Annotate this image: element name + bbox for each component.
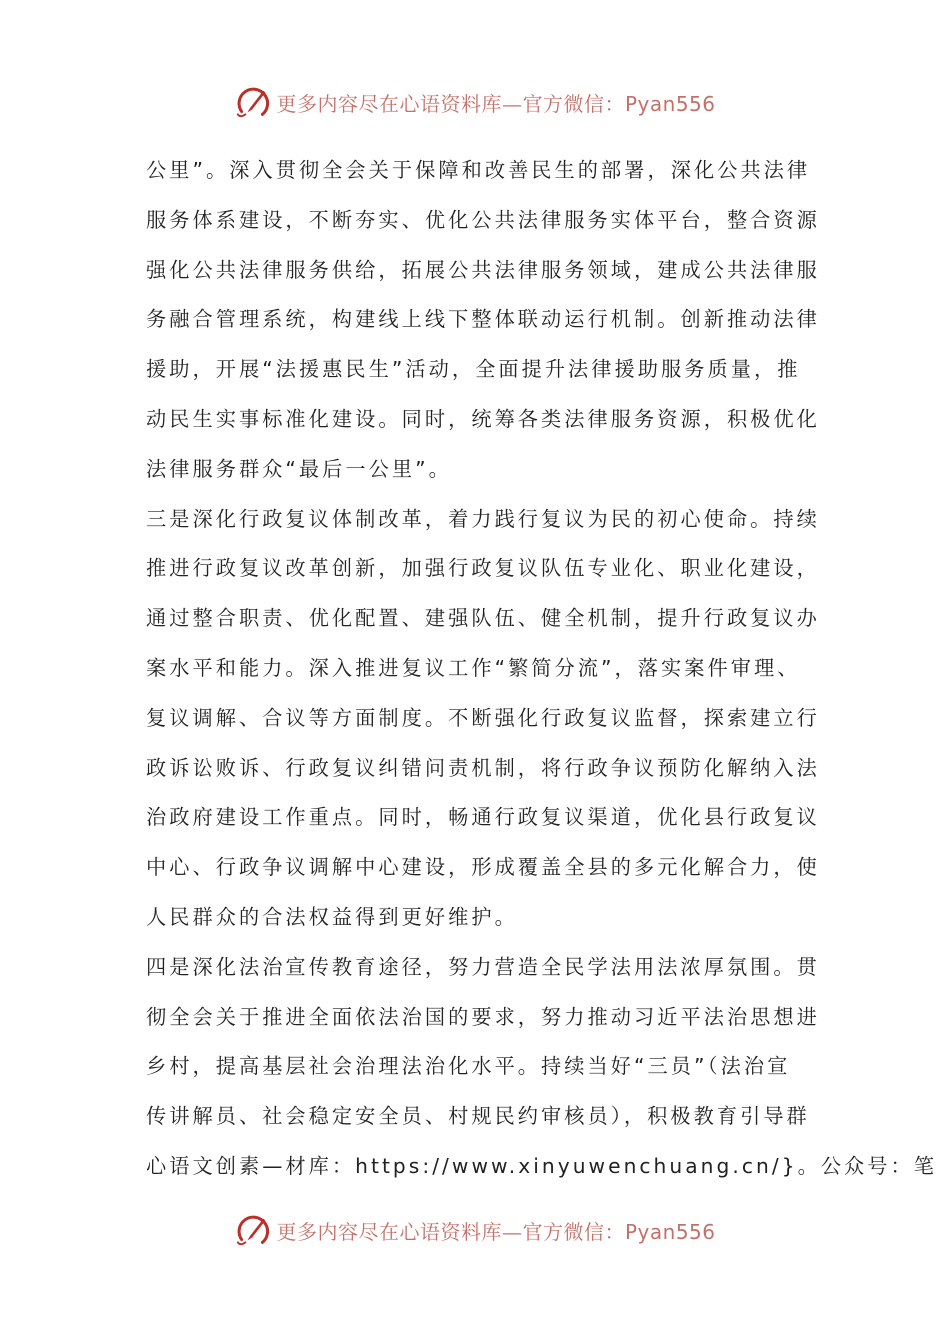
body-line: 服务体系建设，不断夯实、优化公共法律服务实体平台，整合资源 [146,207,820,232]
body-line: 务融合管理系统，构建线上线下整体联动运行机制。创新推动法律 [146,307,820,332]
header-wechat-handle: Pyan556 [624,91,716,116]
header-banner-label: 更多内容尽在心语资料库—官方微信： [276,91,625,116]
document-body [146,146,938,1192]
pen-nib-circle-logo-icon [234,83,272,121]
header-banner [0,80,950,124]
header-banner-text [276,88,715,117]
body-line: 强化公共法律服务供给，拓展公共法律服务领域，建成公共法律服 [146,257,820,282]
body-line: 乡村，提高基层社会治理法治化水平。持续当好“三员”（法治宣 [146,1054,791,1079]
body-line: 公里”。深入贯彻全会关于保障和改善民生的部署，深化公共法律 [146,158,811,182]
footer-banner-text [276,1216,715,1245]
body-line: 传讲解员、社会稳定安全员、村规民约审核员），积极教育引导群 [146,1104,810,1129]
footer-banner [0,1208,950,1252]
body-line: 复议调解、合议等方面制度。不断强化行政复议监督，探索建立行 [146,705,820,730]
body-line: 心语文创素—材库：https://www.xinyuwenchuang.cn/}。公众号：笔 [146,1153,938,1178]
pen-nib-circle-logo-icon [234,1211,272,1249]
body-line: 三是深化行政复议体制改革，着力践行复议为民的初心使命。持续 [146,506,820,531]
body-line: 动民生实事标准化建设。同时，统筹各类法律服务资源，积极优化 [146,406,820,431]
body-line: 推进行政复议改革创新，加强行政复议队伍专业化、职业化建设， [146,556,820,581]
body-line: 通过整合职责、优化配置、建强队伍、健全机制，提升行政复议办 [146,606,820,631]
body-line: 人民群众的合法权益得到更好维护。 [146,904,518,929]
body-line: 彻全会关于推进全面依法治国的要求，努力推动习近平法治思想进 [146,1004,820,1029]
body-line: 援助，开展“法援惠民生”活动，全面提升法律援助服务质量，推 [146,357,801,382]
body-line: 四是深化法治宣传教育途径，努力营造全民学法用法浓厚氛围。贯 [146,954,820,979]
body-line: 治政府建设工作重点。同时，畅通行政复议渠道，优化县行政复议 [146,805,820,830]
footer-wechat-handle: Pyan556 [624,1219,716,1244]
body-line: 政诉讼败诉、行政复议纠错问责机制，将行政争议预防化解纳入法 [146,755,820,780]
body-line: 法律服务群众“最后一公里”。 [146,456,452,481]
body-line: 中心、行政争议调解中心建设，形成覆盖全县的多元化解合力，使 [146,855,820,880]
footer-banner-label: 更多内容尽在心语资料库—官方微信： [276,1219,625,1244]
body-line: 案水平和能力。深入推进复议工作“繁简分流”，落实案件审理、 [146,655,801,680]
